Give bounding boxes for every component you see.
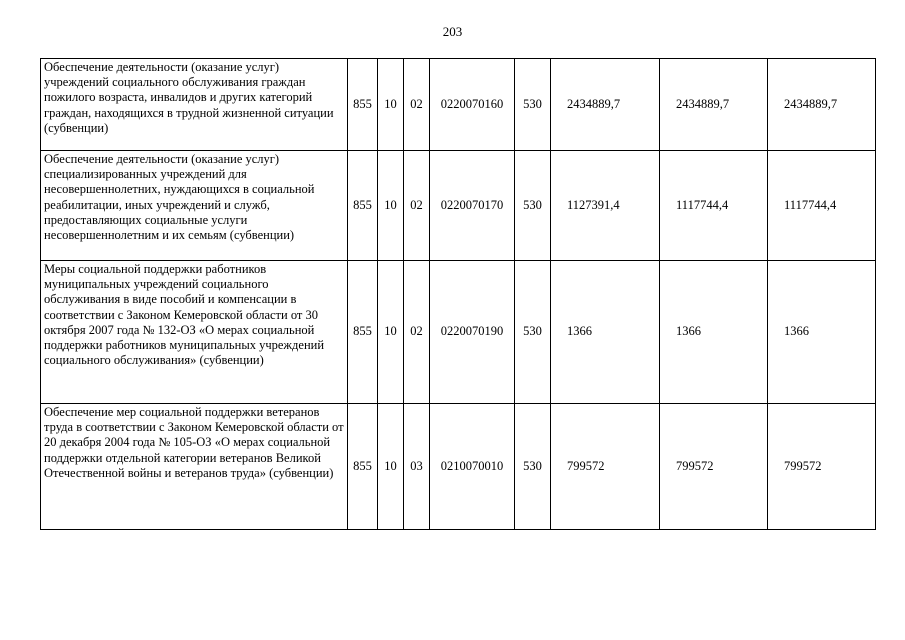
- expense-type-code: 530: [515, 261, 551, 404]
- row-description: Обеспечение деятельности (оказание услуг) учреждений социального обслуживания граждан пожилого возраста, инвалидов и других категорий граждан, находящихся в трудной жизненной ситуации (субвенции): [41, 59, 348, 151]
- table-row: [41, 59, 876, 151]
- amount-year-1: 1366: [551, 261, 660, 404]
- expense-type-code: 530: [515, 59, 551, 151]
- amount-year-2: 799572: [660, 404, 768, 530]
- grbs-code: 855: [348, 59, 378, 151]
- subsection-code: 02: [404, 261, 430, 404]
- grbs-code: 855: [348, 151, 378, 261]
- grbs-code: 855: [348, 404, 378, 530]
- amount-year-3: 1117744,4: [768, 151, 876, 261]
- subsection-code: 02: [404, 59, 430, 151]
- section-code: 10: [378, 404, 404, 530]
- section-code: 10: [378, 261, 404, 404]
- expense-type-code: 530: [515, 151, 551, 261]
- subsection-code: 02: [404, 151, 430, 261]
- row-description: Меры социальной поддержки работников муниципальных учреждений социального обслуживания в виде пособий и компенсации в соответствии с Законом Кемеровской области от 30 октября 2007 года № 132-ОЗ «О мерах социальной поддержки работников муниципальных учреждений социального обслуживания» (субвенции): [41, 261, 348, 404]
- target-article-code: 0220070160: [430, 59, 515, 151]
- page-number: 203: [442, 24, 463, 39]
- target-article-code: 0220070190: [430, 261, 515, 404]
- amount-year-2: 1366: [660, 261, 768, 404]
- table-row: [41, 261, 876, 404]
- amount-year-3: 799572: [768, 404, 876, 530]
- subsection-code: 03: [404, 404, 430, 530]
- target-article-code: 0220070170: [430, 151, 515, 261]
- budget-table: [40, 58, 876, 530]
- amount-year-1: 799572: [551, 404, 660, 530]
- target-article-code: 0210070010: [430, 404, 515, 530]
- table-row: [41, 151, 876, 261]
- section-code: 10: [378, 151, 404, 261]
- row-description: Обеспечение мер социальной поддержки ветеранов труда в соответствии с Законом Кемеровской области от 20 декабря 2004 года № 105-ОЗ «О мерах социальной поддержки отдельной категории ветеранов Великой Отечественной войны и ветеранов труда» (субвенции): [41, 404, 348, 530]
- amount-year-1: 2434889,7: [551, 59, 660, 151]
- amount-year-2: 2434889,7: [660, 59, 768, 151]
- table-row: [41, 404, 876, 530]
- row-description: Обеспечение деятельности (оказание услуг) специализированных учреждений для несовершеннолетних, нуждающихся в социальной реабилитации, иных учреждений и служб, предоставляющих социальные услуги несовершеннолетним и их семьям (субвенции): [41, 151, 348, 261]
- amount-year-3: 2434889,7: [768, 59, 876, 151]
- amount-year-3: 1366: [768, 261, 876, 404]
- amount-year-2: 1117744,4: [660, 151, 768, 261]
- amount-year-1: 1127391,4: [551, 151, 660, 261]
- expense-type-code: 530: [515, 404, 551, 530]
- grbs-code: 855: [348, 261, 378, 404]
- section-code: 10: [378, 59, 404, 151]
